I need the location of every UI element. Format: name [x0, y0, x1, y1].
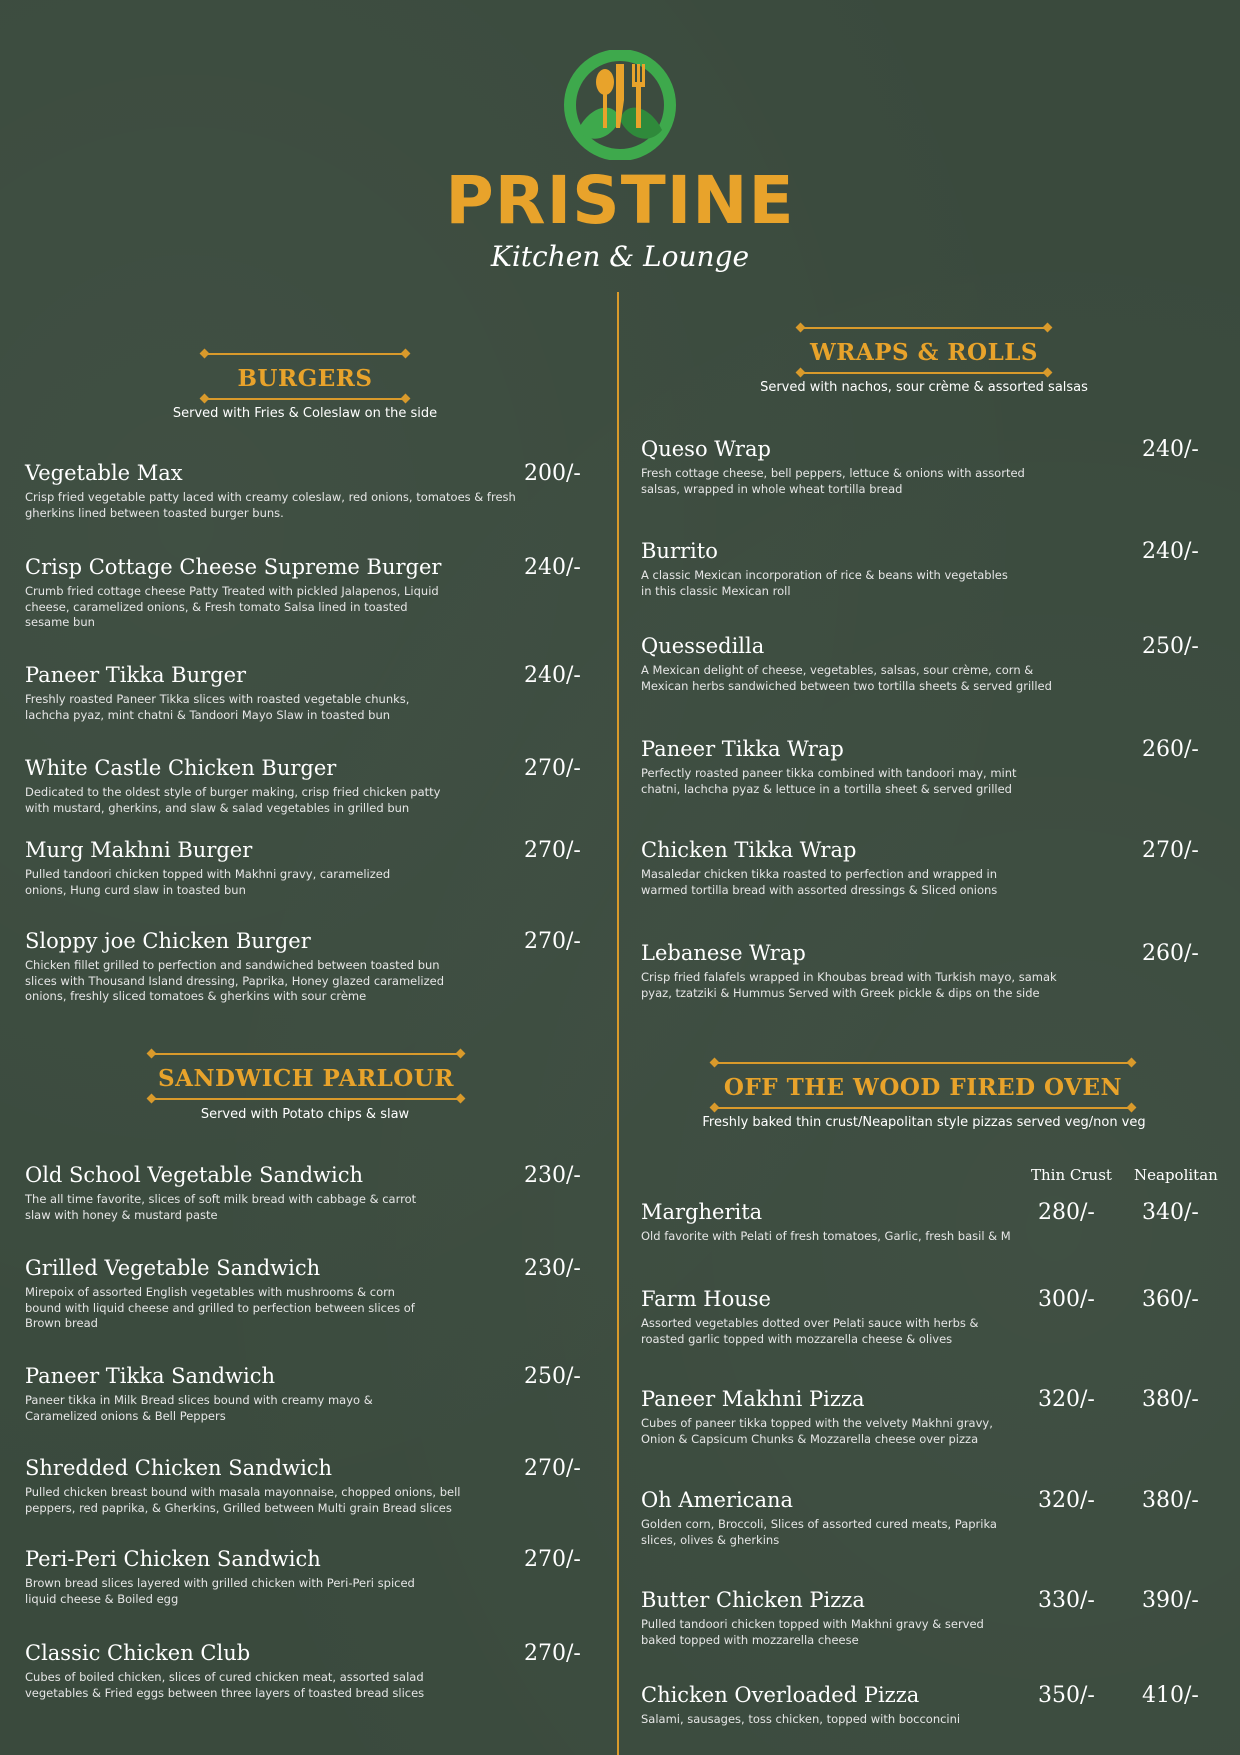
item-description: Pulled chicken breast bound with masala mayonnaise, chopped onions, bell peppers, red paprika, & Gherkins, Grilled between Multi grain Bread slices [25, 1485, 461, 1515]
sandwich-subtitle: Served with Potato chips & slaw [200, 1107, 410, 1122]
sandwich-title: SANDWICH PARLOUR [157, 1065, 455, 1092]
item-name: Old School Vegetable Sandwich [25, 1163, 364, 1187]
menu-item [25, 1456, 465, 1516]
item-name: Vegetable Max [25, 461, 183, 485]
item-description: A Mexican delight of cheese, vegetables, salsas, sour crème, corn & Mexican herbs sandwiched between two tortilla sheets & served grilled [641, 663, 1052, 693]
item-name: Classic Chicken Club [25, 1641, 251, 1665]
item-price: 240/- [524, 663, 581, 688]
item-name: Burrito [641, 539, 718, 563]
item-name: Lebanese Wrap [641, 941, 806, 965]
item-description: Perfectly roasted paneer tikka combined with tandoori may, mint chatni, lachcha pyaz & lettuce in a tortilla sheet & served grilled [641, 766, 1017, 796]
pizza-header [711, 1062, 1135, 1109]
menu-item [641, 1683, 1021, 1728]
item-description: Masaledar chicken tikka roasted to perfection and wrapped in warmed tortilla bread with assorted dressings & Sliced onions [641, 867, 998, 897]
menu-item [25, 838, 395, 898]
item-price-neapolitan: 390/- [1142, 1588, 1199, 1613]
column-header-thin-crust: Thin Crust [1031, 1166, 1112, 1184]
menu-item [641, 1287, 1021, 1347]
item-name: Shredded Chicken Sandwich [25, 1456, 333, 1480]
item-name: Peri-Peri Chicken Sandwich [25, 1547, 321, 1571]
item-description: Paneer tikka in Milk Bread slices bound with creamy mayo & Caramelized onions & Bell Peppers [25, 1393, 373, 1423]
burgers-subtitle: Served with Fries & Coleslaw on the side [172, 406, 438, 421]
item-price-neapolitan: 360/- [1142, 1287, 1199, 1312]
item-price: 250/- [1142, 634, 1199, 659]
burgers-title: BURGERS [237, 365, 373, 392]
column-header-neapolitan: Neapolitan [1134, 1166, 1218, 1184]
item-description: Crumb fried cottage cheese Patty Treated with pickled Jalapenos, Liquid cheese, caramelized onions, & Fresh tomato Salsa lined in toasted sesame bun [25, 584, 439, 630]
item-name: Chicken Tikka Wrap [641, 838, 857, 862]
item-price-thin: 320/- [1038, 1387, 1095, 1412]
menu-item [25, 663, 445, 723]
header-rule [205, 353, 405, 355]
menu-item [641, 1488, 1001, 1548]
menu-item [641, 737, 1041, 797]
menu-item [25, 929, 445, 1005]
brand-tagline: Kitchen & Lounge [490, 240, 750, 273]
brand-logo [0, 50, 1240, 273]
item-description: Crisp fried falafels wrapped in Khoubas bread with Turkish mayo, samak pyaz, tzatziki & Hummus Served with Greek pickle & dips on the side [641, 970, 1057, 1000]
menu-item [641, 539, 1011, 599]
item-description: Cubes of boiled chicken, slices of cured chicken meat, assorted salad vegetables & Fried eggs between three layers of toasted bread slices [25, 1670, 425, 1700]
item-name: Paneer Tikka Wrap [641, 737, 844, 761]
item-name: Murg Makhni Burger [25, 838, 253, 862]
item-price: 270/- [524, 838, 581, 863]
item-description: Crisp fried vegetable patty laced with creamy coleslaw, red onions, tomatoes & fresh gherkins lined between toasted burger buns. [25, 490, 516, 520]
header-rule [715, 1062, 1131, 1064]
item-price-neapolitan: 380/- [1142, 1387, 1199, 1412]
menu-item [25, 555, 445, 631]
item-description: Pulled tandoori chicken topped with Makhni gravy & served baked topped with mozzarella cheese [641, 1617, 984, 1647]
item-price: 200/- [524, 461, 581, 486]
item-price: 240/- [1142, 539, 1199, 564]
item-name: Paneer Tikka Sandwich [25, 1364, 276, 1388]
item-description: Dedicated to the oldest style of burger making, crisp fried chicken patty with mustard, gherkins, and slaw & salad vegetables in grilled bun [25, 785, 441, 815]
item-name: Paneer Makhni Pizza [641, 1387, 865, 1411]
menu-item [641, 838, 1031, 898]
item-name: Chicken Overloaded Pizza [641, 1683, 920, 1707]
menu-item [25, 1163, 425, 1223]
item-price: 240/- [1142, 437, 1199, 462]
item-price-thin: 300/- [1038, 1287, 1095, 1312]
menu-item [25, 461, 525, 521]
item-name: Margherita [641, 1200, 763, 1224]
item-price: 230/- [524, 1163, 581, 1188]
menu-item [25, 1641, 425, 1701]
item-price-thin: 320/- [1038, 1488, 1095, 1513]
header-rule [152, 1053, 460, 1055]
item-description: Golden corn, Broccoli, Slices of assorted cured meats, Paprika slices, olives & gherkins [641, 1517, 997, 1547]
item-description: Freshly roasted Paneer Tikka slices with roasted vegetable chunks, lachcha pyaz, mint chatni & Tandoori Mayo Slaw in toasted bun [25, 692, 410, 722]
cutlery-leaf-logo-icon [560, 50, 680, 160]
menu-item [641, 634, 1081, 694]
item-price: 240/- [524, 555, 581, 580]
item-price-thin: 280/- [1038, 1200, 1095, 1225]
menu-item [641, 1387, 1021, 1447]
item-name: Sloppy joe Chicken Burger [25, 929, 311, 953]
item-price: 270/- [524, 1641, 581, 1666]
header-rule [801, 327, 1047, 329]
menu-item [25, 756, 455, 816]
menu-item [25, 1547, 425, 1607]
item-price-thin: 350/- [1038, 1683, 1095, 1708]
item-price: 260/- [1142, 941, 1199, 966]
item-name: Oh Americana [641, 1488, 794, 1512]
column-divider [617, 292, 619, 1755]
sandwich-header [148, 1053, 464, 1100]
item-price: 260/- [1142, 737, 1199, 762]
item-price: 270/- [1142, 838, 1199, 863]
item-name: Quessedilla [641, 634, 765, 658]
brand-name: PRISTINE [445, 162, 795, 239]
item-price-neapolitan: 380/- [1142, 1488, 1199, 1513]
item-name: Grilled Vegetable Sandwich [25, 1256, 321, 1280]
header-rule [715, 1107, 1131, 1109]
pizza-title: OFF THE WOOD FIRED OVEN [723, 1074, 1123, 1101]
item-description: Mirepoix of assorted English vegetables with mushrooms & corn bound with liquid cheese and grilled to perfection between slices of Brown bread [25, 1285, 415, 1331]
item-price-neapolitan: 410/- [1142, 1683, 1199, 1708]
item-price: 250/- [524, 1364, 581, 1389]
item-description: Old favorite with Pelati of fresh tomatoes, Garlic, fresh basil & M [641, 1229, 1011, 1243]
item-description: Chicken fillet grilled to perfection and sandwiched between toasted bun slices with Thousand Island dressing, Paprika, Honey glazed caramelized onions, freshly sliced tomatoes & gherkins with sour crème [25, 958, 445, 1004]
item-name: Farm House [641, 1287, 771, 1311]
item-description: Cubes of paneer tikka topped with the velvety Makhni gravy, Onion & Capsicum Chunks & Mozzarella cheese over pizza [641, 1416, 993, 1446]
menu-item [641, 941, 1081, 1001]
header-rule [205, 398, 405, 400]
menu-item [25, 1256, 425, 1332]
header-rule [152, 1098, 460, 1100]
item-description: Pulled tandoori chicken topped with Makhni gravy, caramelized onions, Hung curd slaw in toasted bun [25, 867, 391, 897]
menu-item [641, 1588, 1021, 1648]
item-price: 270/- [524, 929, 581, 954]
item-description: Assorted vegetables dotted over Pelati sauce with herbs & roasted garlic topped with mozzarella cheese & olives [641, 1316, 979, 1346]
item-price-thin: 330/- [1038, 1588, 1095, 1613]
wraps-title: WRAPS & ROLLS [809, 339, 1039, 366]
item-price: 270/- [524, 1456, 581, 1481]
item-price: 270/- [524, 756, 581, 781]
item-description: Salami, sausages, toss chicken, topped with bocconcini [641, 1712, 961, 1726]
item-price: 270/- [524, 1547, 581, 1572]
item-name: White Castle Chicken Burger [25, 756, 337, 780]
item-description: A classic Mexican incorporation of rice & beans with vegetables in this classic Mexican roll [641, 568, 1008, 598]
menu-item [641, 437, 1031, 497]
menu-item [25, 1364, 445, 1424]
item-description: The all time favorite, slices of soft milk bread with cabbage & carrot slaw with honey & mustard paste [25, 1192, 417, 1222]
item-name: Crisp Cottage Cheese Supreme Burger [25, 555, 442, 579]
menu-item [641, 1200, 1021, 1245]
wraps-header [797, 327, 1051, 374]
item-description: Fresh cottage cheese, bell peppers, lettuce & onions with assorted salsas, wrapped in whole wheat tortilla bread [641, 466, 1025, 496]
wraps-subtitle: Served with nachos, sour crème & assorted salsas [760, 380, 1088, 395]
item-price-neapolitan: 340/- [1142, 1200, 1199, 1225]
item-name: Butter Chicken Pizza [641, 1588, 865, 1612]
item-name: Paneer Tikka Burger [25, 663, 247, 687]
item-name: Queso Wrap [641, 437, 771, 461]
item-price: 230/- [524, 1256, 581, 1281]
burgers-header [200, 353, 410, 400]
item-description: Brown bread slices layered with grilled chicken with Peri-Peri spiced liquid cheese & Boiled egg [25, 1576, 415, 1606]
pizza-subtitle: Freshly baked thin crust/Neapolitan style pizzas served veg/non veg [702, 1115, 1146, 1130]
header-rule [801, 372, 1047, 374]
